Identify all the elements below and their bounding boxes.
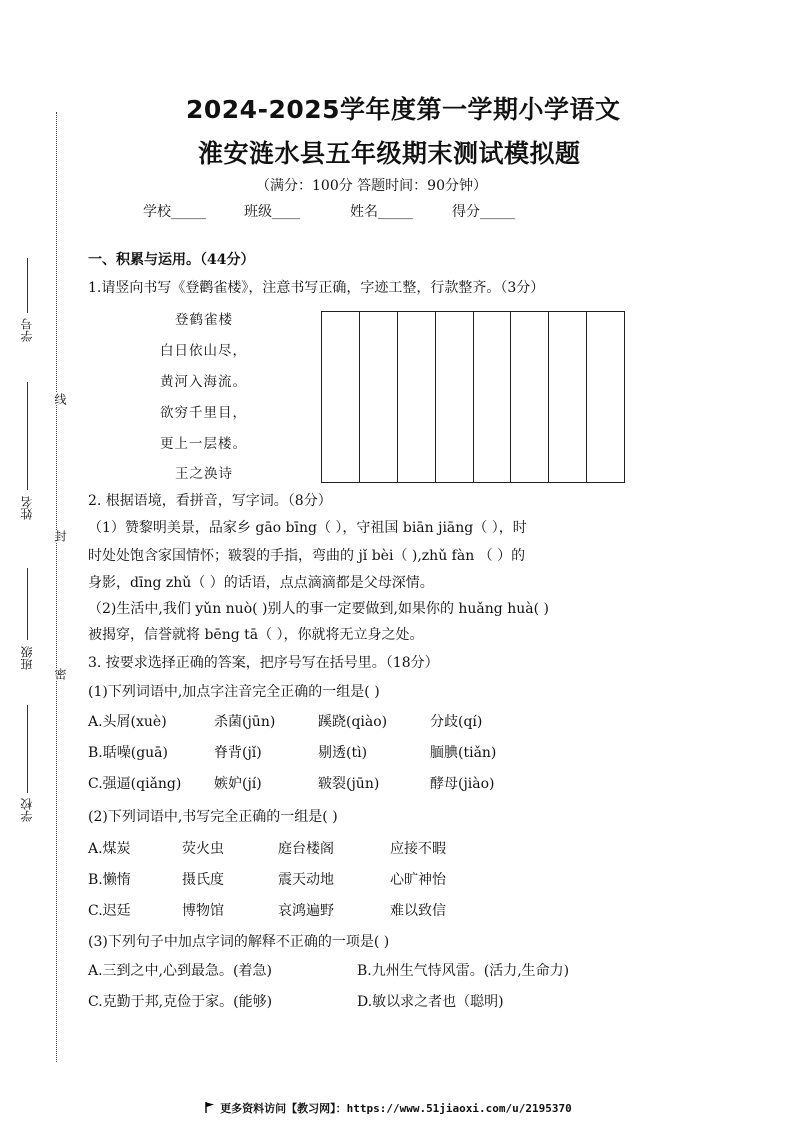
question-1: 1.请竖向书写《登鹳雀楼》，注意书写正确，字迹工整，行款整齐。（3分） (88, 280, 545, 296)
question-3: 3. 按要求选择正确的答案，把序号写在括号里。（18分） (88, 655, 439, 671)
q3-sub2-option: 摄氏度 (182, 872, 224, 888)
q3-sub3: (3)下列句子中加点字词的解释不正确的一项是( ) (88, 934, 390, 950)
q3-sub1-option: B.聒噪(guā) (88, 745, 168, 761)
margin-mark-seal: 封 (53, 530, 67, 542)
q3-sub2-option: 哀鸿遍野 (278, 903, 334, 919)
q2-line-1: （1）赞黎明美景，品家乡 gāo bīng（ ），守祖国 biān jiāng（ ），时 (88, 520, 527, 536)
margin-mark-line: 线 (53, 393, 67, 405)
q3-sub2-option: 博物馆 (182, 903, 224, 919)
margin-label-school: 学校 (20, 798, 34, 822)
q2-line-2: 时处处饱含家国情怀；皲裂的手指，弯曲的 jǐ bèi（ ),zhǔ fàn （ ）的 (88, 548, 526, 564)
poem-line-3: 欲穷千里目， (160, 405, 247, 421)
q3-sub3-option: A.三到之中,心到最急。(着急) (88, 963, 272, 979)
q3-sub2-option: C.迟廷 (88, 903, 131, 919)
exam-meta: （满分：100分 答题时间：90分钟） (256, 178, 487, 194)
q2-line-5: 被揭穿，信誉就将 bēng tā（ ），你就将无立身之处。 (88, 627, 424, 643)
grid-column[interactable] (322, 312, 360, 482)
q3-sub1-option: 酵母(jiào) (430, 776, 495, 792)
margin-label-name: 姓名 (20, 496, 34, 520)
q3-sub2-option: 庭台楼阁 (278, 841, 334, 857)
grid-column[interactable] (587, 312, 624, 482)
footer (205, 1097, 572, 1117)
footer-link[interactable]: 更多资料访问【教习网】：https://www.51jiaoxi.com/u/2195370 (220, 1102, 572, 1115)
q3-sub1-option: 皲裂(jūn) (318, 776, 380, 792)
grid-column[interactable] (436, 312, 474, 482)
info-class[interactable]: 班级____ (244, 204, 300, 220)
poem-title: 登鹤雀楼 (175, 312, 233, 328)
binding-dotted-line (56, 112, 57, 1062)
q3-sub1: (1)下列词语中,加点字注音完全正确的一组是( ) (88, 684, 380, 700)
q2-line-4: （2)生活中,我们 yǔn nuò( )别人的事一定要做到,如果你的 huǎng huà( ) (88, 601, 549, 617)
margin-label-student-id: 学号 (20, 318, 34, 342)
q3-sub2-option: 震天动地 (278, 872, 334, 888)
info-score[interactable]: 得分_____ (452, 204, 515, 220)
q3-sub1-option: C.强逼(qiǎng) (88, 776, 182, 792)
info-school[interactable]: 学校_____ (143, 204, 206, 220)
grid-column[interactable] (474, 312, 512, 482)
grid-column[interactable] (549, 312, 587, 482)
poem-author: 王之涣诗 (175, 466, 233, 482)
q3-sub1-option: 腼腆(tiǎn) (430, 745, 497, 761)
margin-label-class: 班级 (20, 646, 34, 670)
margin-blank-school (27, 705, 28, 793)
page-title-line1: 2024-2025学年度第一学期小学语文 (186, 95, 621, 124)
q3-sub3-option: D.敏以求之者也（聪明) (357, 994, 504, 1010)
q3-sub2-option: A.煤炭 (88, 841, 131, 857)
flag-icon (205, 1098, 215, 1117)
margin-mark-secret: 密 (53, 668, 67, 680)
q3-sub2: (2)下列词语中,书写完全正确的一组是( ) (88, 809, 338, 825)
q3-sub1-option: 剔透(tì) (318, 745, 368, 761)
q3-sub1-option: 嫉妒(jí) (214, 776, 262, 792)
section-heading: 一、积累与运用。（44分） (88, 252, 255, 268)
margin-blank-class (27, 568, 28, 640)
q3-sub2-option: B.懒惰 (88, 872, 131, 888)
q3-sub2-option: 难以致信 (390, 903, 446, 919)
grid-column[interactable] (360, 312, 398, 482)
margin-blank-student-id (27, 258, 28, 313)
poem-line-4: 更上一层楼。 (160, 436, 247, 452)
q3-sub1-option: 杀菌(jūn) (214, 714, 276, 730)
q3-sub2-option: 心旷神怡 (390, 872, 446, 888)
info-name[interactable]: 姓名_____ (350, 204, 413, 220)
q3-sub1-option: 分歧(qí) (430, 714, 483, 730)
q3-sub1-option: 蹊跷(qiào) (318, 714, 388, 730)
margin-blank-name (27, 382, 28, 490)
q3-sub1-option: 脊背(jǐ) (214, 745, 262, 761)
q2-line-3: 身影，dīng zhǔ（ ）的话语，点点滴滴都是父母深情。 (88, 575, 434, 591)
q3-sub1-option: A.头屑(xuè) (88, 714, 167, 730)
q3-sub3-option: C.克勤于邦,克俭于家。(能够) (88, 994, 273, 1010)
grid-column[interactable] (398, 312, 436, 482)
question-2: 2. 根据语境，看拼音，写字词。（8分） (88, 493, 332, 509)
poem-line-2: 黄河入海流。 (160, 374, 247, 390)
page-title-line2: 淮安涟水县五年级期末测试模拟题 (198, 139, 581, 168)
q3-sub3-option: B.九州生气恃风雷。(活力,生命力) (357, 963, 570, 979)
writing-grid[interactable] (321, 311, 625, 483)
q3-sub2-option: 荧火虫 (182, 841, 224, 857)
grid-column[interactable] (511, 312, 549, 482)
q3-sub2-option: 应接不暇 (390, 841, 446, 857)
poem-line-1: 白日依山尽， (160, 343, 247, 359)
